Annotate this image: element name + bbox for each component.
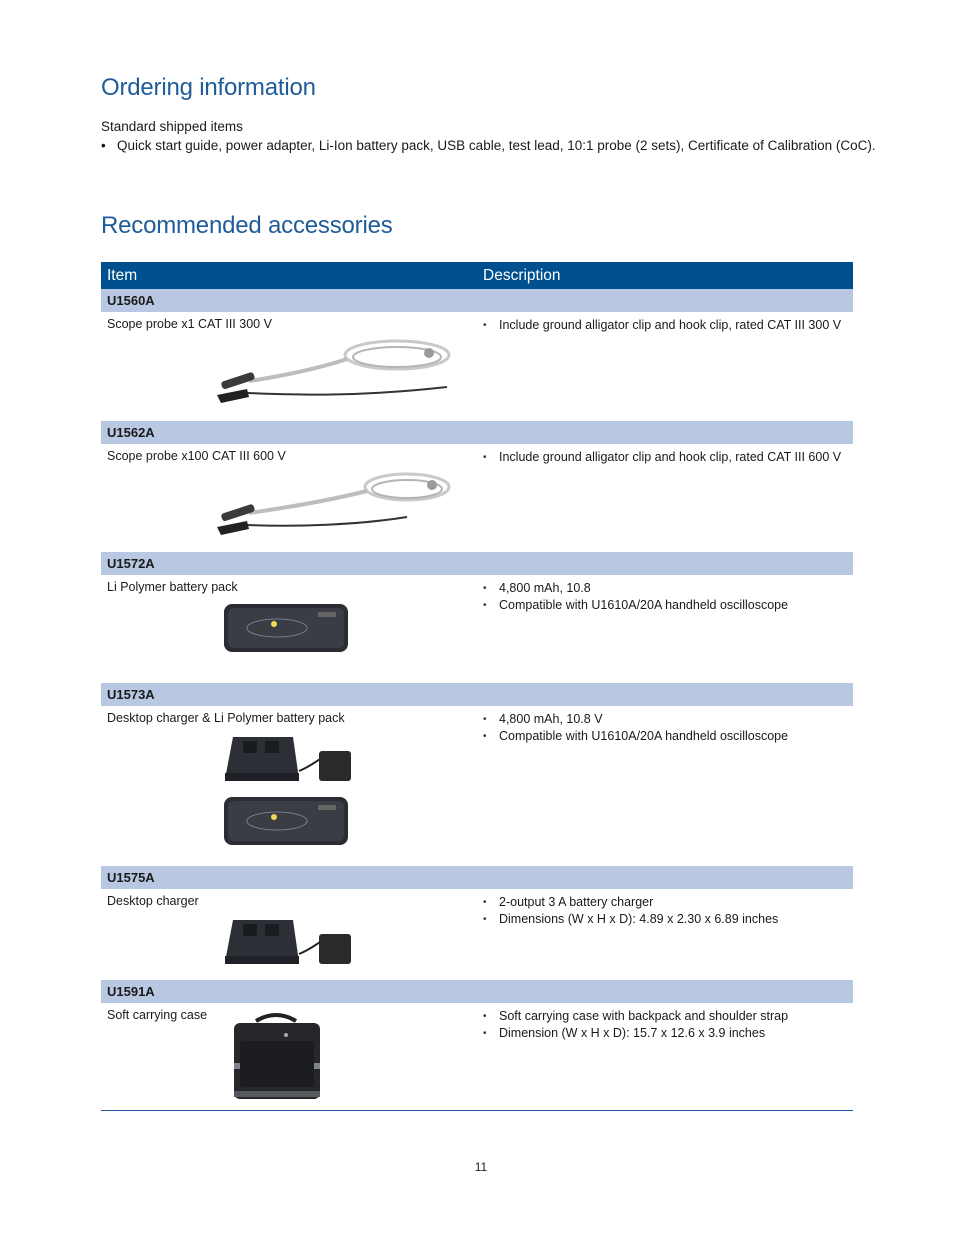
battery-pack-image bbox=[222, 600, 352, 656]
scope-probe-image bbox=[207, 337, 467, 407]
standard-items-label: Standard shipped items bbox=[101, 119, 243, 134]
item-cell bbox=[101, 889, 477, 980]
product-code: U1562A bbox=[101, 421, 853, 444]
group-row bbox=[101, 289, 853, 312]
group-row bbox=[101, 980, 853, 1003]
description-cell bbox=[477, 444, 853, 552]
description-bullet: • Dimension (W x H x D): 15.7 x 12.6 x 3.9 inches bbox=[483, 1025, 847, 1042]
description-cell bbox=[477, 312, 853, 421]
description-cell bbox=[477, 889, 853, 980]
item-cell bbox=[101, 312, 477, 421]
description-cell bbox=[477, 1003, 853, 1108]
description-bullet: • Include ground alligator clip and hook clip, rated CAT III 600 V bbox=[483, 449, 847, 466]
table-header-row bbox=[101, 262, 853, 289]
item-cell bbox=[101, 1003, 477, 1108]
header-description: Description bbox=[477, 262, 853, 289]
desktop-charger-image bbox=[219, 914, 359, 970]
table-row bbox=[101, 706, 853, 866]
group-row bbox=[101, 866, 853, 889]
description-bullet: • Dimensions (W x H x D): 4.89 x 2.30 x 6.89 inches bbox=[483, 911, 847, 928]
product-code: U1560A bbox=[101, 289, 853, 312]
description-cell bbox=[477, 706, 853, 866]
description-cell bbox=[477, 575, 853, 683]
product-code: U1575A bbox=[101, 866, 853, 889]
item-name: Li Polymer battery pack bbox=[107, 580, 238, 594]
table-bottom-rule bbox=[101, 1110, 853, 1111]
item-name: Scope probe x1 CAT III 300 V bbox=[107, 317, 272, 331]
table-row bbox=[101, 575, 853, 683]
page-number: 11 bbox=[474, 1160, 488, 1174]
item-cell bbox=[101, 444, 477, 552]
description-bullet: • 4,800 mAh, 10.8 V bbox=[483, 711, 847, 728]
group-row bbox=[101, 683, 853, 706]
table-row bbox=[101, 312, 853, 421]
battery-pack-image bbox=[222, 793, 352, 849]
item-name: Soft carrying case bbox=[107, 1008, 208, 1022]
description-bullet: • Include ground alligator clip and hook clip, rated CAT III 300 V bbox=[483, 317, 847, 334]
item-cell bbox=[101, 575, 477, 683]
description-bullet: • 4,800 mAh, 10.8 bbox=[483, 580, 847, 597]
standard-items-text: Quick start guide, power adapter, Li-Ion battery pack, USB cable, test lead, 10:1 probe (2 sets), Certificate of Calibration (CoC). bbox=[117, 138, 876, 153]
description-bullet: • Compatible with U1610A/20A handheld oscilloscope bbox=[483, 728, 847, 745]
product-code: U1573A bbox=[101, 683, 853, 706]
item-name: Desktop charger bbox=[107, 894, 199, 908]
description-bullet: • 2-output 3 A battery charger bbox=[483, 894, 847, 911]
description-bullet: • Compatible with U1610A/20A handheld oscilloscope bbox=[483, 597, 847, 614]
group-row bbox=[101, 552, 853, 575]
standard-items-bullet bbox=[101, 138, 876, 153]
header-item: Item bbox=[101, 262, 477, 289]
bullet-icon: • bbox=[101, 138, 106, 153]
table-row bbox=[101, 889, 853, 980]
accessories-heading: Recommended accessories bbox=[101, 212, 393, 239]
item-cell bbox=[101, 706, 477, 866]
item-name: Desktop charger & Li Polymer battery pack bbox=[107, 711, 345, 725]
table-row bbox=[101, 444, 853, 552]
desktop-charger-image bbox=[219, 731, 359, 787]
product-code: U1572A bbox=[101, 552, 853, 575]
scope-probe-image bbox=[207, 469, 467, 539]
accessories-table bbox=[101, 262, 853, 1108]
item-name: Scope probe x100 CAT III 600 V bbox=[107, 449, 286, 463]
product-code: U1591A bbox=[101, 980, 853, 1003]
carrying-case-image bbox=[226, 1011, 326, 1103]
description-bullet: • Soft carrying case with backpack and shoulder strap bbox=[483, 1008, 847, 1025]
group-row bbox=[101, 421, 853, 444]
table-row bbox=[101, 1003, 853, 1108]
ordering-heading: Ordering information bbox=[101, 74, 316, 101]
